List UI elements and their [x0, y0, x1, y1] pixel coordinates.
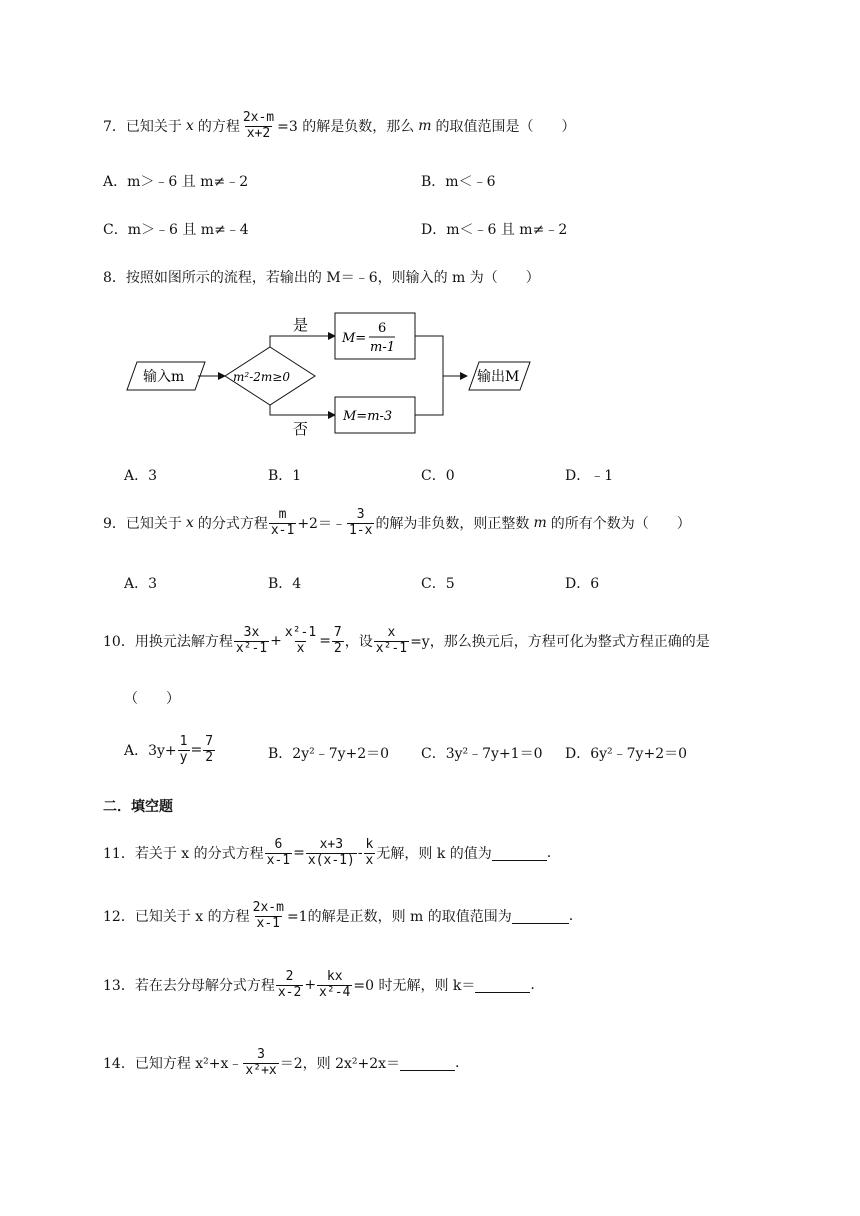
- q13-text-pre: 若在去分母解分式方程: [134, 978, 275, 995]
- q10-f1-den: x²-1: [235, 640, 268, 656]
- q11-number: 11．: [103, 846, 135, 863]
- q9-option-c[interactable]: C．5: [421, 576, 455, 592]
- q8-option-d[interactable]: D．﹣1: [565, 468, 614, 484]
- q10-optA-frac-2: [203, 735, 215, 766]
- q7-var-x: x: [185, 118, 194, 135]
- flow-yes-lhs: M=: [342, 331, 367, 346]
- q9-f1-den: x-1: [270, 522, 295, 538]
- q10-optA-f1-den: y: [179, 749, 188, 765]
- q11-end: .: [546, 845, 552, 862]
- q7-number: 7．: [103, 119, 126, 136]
- q7-text-post2: 的取值范围是（ ）: [435, 119, 576, 136]
- q7-option-c[interactable]: C．m＞﹣6 且 m≠﹣4: [103, 222, 249, 238]
- q10-number: 10．: [103, 634, 135, 651]
- q11-f1-den: x-1: [266, 852, 291, 868]
- q10-text-post: =y，那么换元后，方程可化为整式方程正确的是: [410, 634, 710, 651]
- q8-option-a[interactable]: A．3: [124, 468, 158, 484]
- q11-answer-blank[interactable]: [492, 846, 547, 861]
- q9-var-m: m: [533, 515, 547, 532]
- q10-optA-pre: A．3y+: [124, 743, 177, 760]
- q13-answer-blank[interactable]: [475, 978, 530, 993]
- q9-var-x: x: [185, 515, 194, 532]
- q10-f2-den: x: [296, 640, 305, 656]
- q7-frac-den: x+2: [246, 125, 271, 141]
- q9-text-pre: 已知关于: [125, 516, 182, 533]
- q13-plus: +: [304, 977, 317, 994]
- q14-text-post: ＝2，则 2x²+2x＝: [279, 1056, 401, 1073]
- q14-f-den: x²+x: [245, 1062, 277, 1078]
- q10-f4-den: x²-1: [375, 640, 408, 656]
- q14-end: .: [455, 1055, 460, 1072]
- flow-yes-label: 是: [293, 316, 309, 334]
- flow-no-label-box: M=m-3: [343, 409, 393, 424]
- q12-answer-blank[interactable]: [512, 909, 569, 924]
- q14-answer-blank[interactable]: [400, 1056, 455, 1071]
- question-13: [103, 970, 535, 1001]
- q10-paren: （ ）: [124, 691, 180, 707]
- q9-fraction-1: [269, 508, 296, 539]
- q11-text-pre: 若关于 x 的分式方程: [134, 846, 264, 863]
- q10-option-b[interactable]: B．2y²﹣7y+2＝0: [268, 746, 390, 762]
- q12-f-den: x-1: [256, 915, 281, 931]
- q13-f2-num: kx: [326, 969, 343, 984]
- q7-option-a[interactable]: A．m＞﹣6 且 m≠﹣2: [103, 174, 249, 190]
- q12-f-num: 2x-m: [252, 900, 284, 915]
- q7-text-post1: =3 的解是负数，那么: [277, 119, 415, 136]
- section-fill-in-heading: 二．填空题: [103, 799, 173, 815]
- q11-f2-num: x+3: [319, 837, 344, 852]
- q10-optA-f1-num: 1: [179, 734, 188, 749]
- q13-end: .: [530, 977, 535, 994]
- q10-option-a[interactable]: [124, 735, 216, 766]
- q14-number: 14．: [103, 1056, 135, 1073]
- q10-text-pre: 用换元法解方程: [134, 634, 233, 651]
- q9-text-post2: 的所有个数为（ ）: [550, 516, 691, 533]
- question-9: [103, 508, 691, 539]
- q12-end: .: [568, 908, 574, 925]
- q12-text-post: =1的解是正数，则 m 的取值范围为: [286, 909, 512, 926]
- q10-optA-frac-1: [178, 735, 190, 766]
- q9-fraction-2: [347, 508, 374, 539]
- q10-optA-f2-num: 7: [205, 734, 214, 749]
- q14-fraction: [243, 1048, 278, 1079]
- q9-f2-den: 1-x: [348, 522, 373, 538]
- q8-option-c[interactable]: C．0: [421, 468, 455, 484]
- q11-eq: =: [293, 845, 305, 862]
- q7-text-mid: 的方程: [197, 119, 240, 136]
- flow-condition-label: m²-2m≥0: [233, 370, 290, 384]
- q11-f3-num: k: [365, 837, 374, 852]
- q8-flowchart: [125, 310, 545, 440]
- q10-eq: =: [319, 633, 331, 650]
- q7-var-m: m: [418, 118, 432, 135]
- q9-f1-num: m: [278, 507, 287, 522]
- question-8: [103, 267, 540, 287]
- q8-option-b[interactable]: B．1: [268, 468, 302, 484]
- q14-f-num: 3: [257, 1047, 265, 1062]
- q10-fraction-3: [332, 626, 344, 657]
- q10-f3-num: 7: [333, 625, 342, 640]
- q10-f4-num: x: [387, 625, 396, 640]
- q10-optA-eq: =: [190, 742, 203, 759]
- flow-no-path: [270, 405, 335, 415]
- flow-no-label: 否: [293, 420, 309, 438]
- question-14: [103, 1048, 460, 1079]
- q13-fraction-1: [276, 970, 303, 1001]
- q14-text-pre: 已知方程 x²+x﹣: [134, 1056, 243, 1073]
- q9-plus: +2＝﹣: [297, 516, 346, 533]
- q13-text-post: =0 时无解，则 k＝: [353, 978, 476, 995]
- q11-f2-den: x(x-1): [307, 852, 355, 868]
- question-11: [103, 838, 551, 869]
- q10-fraction-4: [374, 626, 409, 657]
- q7-fraction: [241, 111, 276, 142]
- q10-fraction-2: [283, 626, 318, 657]
- flow-input-label: 输入m: [143, 369, 185, 385]
- q7-text-pre: 已知关于: [125, 119, 182, 136]
- q10-f2-num: x²-1: [284, 625, 317, 640]
- q10-plus: +: [270, 633, 282, 650]
- flow-merge-top: [415, 336, 443, 376]
- q12-text-pre: 已知关于 x 的方程: [134, 909, 250, 926]
- q11-fraction-1: [265, 838, 292, 869]
- q10-f3-den: 2: [333, 640, 342, 656]
- q11-f3-den: x: [365, 852, 374, 868]
- q10-optA-f2-den: 2: [205, 749, 214, 765]
- q10-option-d[interactable]: D．6y²﹣7y+2＝0: [565, 746, 688, 762]
- q9-f2-num: 3: [356, 507, 365, 522]
- q11-fraction-3: [364, 838, 376, 869]
- q11-text-post: 无解，则 k 的值为: [376, 846, 492, 863]
- q9-text-post: 的解为非负数，则正整数: [375, 516, 530, 533]
- q12-number: 12．: [103, 909, 135, 926]
- q13-f1-den: x-2: [277, 984, 302, 1000]
- q7-option-d[interactable]: D．m＜﹣6 且 m≠﹣2: [421, 222, 568, 238]
- q10-option-c[interactable]: C．3y²﹣7y+1＝0: [421, 746, 543, 762]
- q12-fraction: [251, 901, 286, 932]
- flow-yes-num: 6: [378, 321, 387, 336]
- flow-output-label: 输出M: [477, 369, 520, 385]
- q9-option-d[interactable]: D．6: [565, 576, 600, 592]
- question-7: [103, 111, 576, 142]
- q11-f1-num: 6: [274, 837, 283, 852]
- q7-option-b[interactable]: B．m＜﹣6: [421, 174, 496, 190]
- flow-merge-bottom: [415, 376, 443, 415]
- q9-number: 9．: [103, 516, 126, 533]
- q11-minus: -: [357, 845, 363, 862]
- flow-yes-path: [270, 336, 335, 347]
- q9-text-mid: 的分式方程: [197, 516, 268, 533]
- q13-number: 13．: [103, 978, 135, 995]
- question-12: [103, 901, 573, 932]
- q10-set: ，设: [344, 634, 373, 651]
- flow-yes-den: m-1: [370, 340, 395, 355]
- q13-f1-num: 2: [285, 969, 294, 984]
- question-10: [103, 626, 710, 657]
- q9-option-a[interactable]: A．3: [124, 576, 158, 592]
- q7-frac-num: 2x-m: [242, 110, 275, 125]
- q11-fraction-2: [306, 838, 357, 869]
- q10-fraction-1: [234, 626, 269, 657]
- q13-f2-den: x²-4: [319, 984, 351, 1000]
- q10-f1-num: 3x: [243, 625, 260, 640]
- q8-text: 8．按照如图所示的流程，若输出的 M＝﹣6，则输入的 m 为（ ）: [103, 270, 540, 286]
- q13-fraction-2: [317, 970, 352, 1001]
- q9-option-b[interactable]: B．4: [268, 576, 302, 592]
